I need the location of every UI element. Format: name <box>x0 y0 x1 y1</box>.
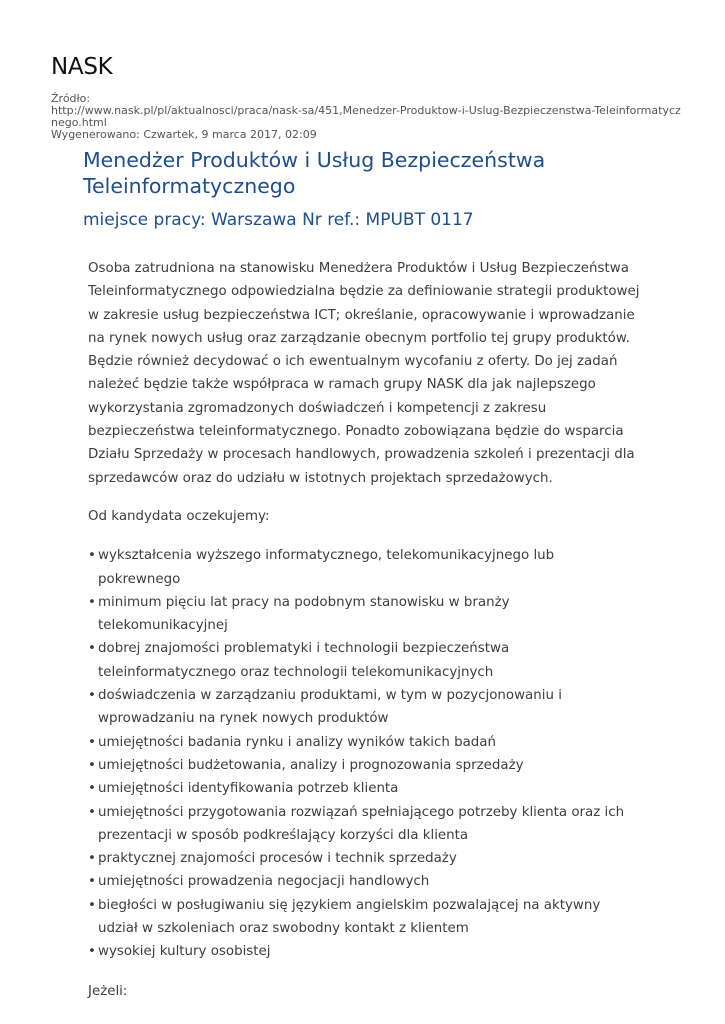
job-subtitle: miejsce pracy: Warszawa Nr ref.: MPUBT 0117 <box>83 210 474 230</box>
list-item <box>88 544 640 591</box>
requirement-text: umiejętności identyfikowania potrzeb klienta <box>98 781 399 797</box>
list-item <box>88 894 640 941</box>
bullet-icon: • <box>88 851 96 867</box>
bullet-icon: • <box>88 548 96 564</box>
requirement-text: praktycznej znajomości procesów i technik sprzedaży <box>98 851 457 867</box>
requirement-text: umiejętności prowadzenia negocjacji handlowych <box>98 874 430 890</box>
bullet-icon: • <box>88 757 96 773</box>
source-url: http://www.nask.pl/pl/aktualnosci/praca/nask-sa/451,Menedzer-Produktow-i-Uslug-Bezpieczenstwa-Teleinformatycznego.html <box>51 104 681 129</box>
if-heading: Jeżeli: <box>88 983 128 999</box>
bullet-icon: • <box>88 804 96 820</box>
job-title: Menedżer Produktów i Usług Bezpieczeństwa Teleinformatycznego <box>83 148 546 198</box>
bullet-icon: • <box>88 944 96 960</box>
requirement-text: dobrej znajomości problematyki i technologii bezpieczeństwa teleinformatycznego oraz technologii telekomunikacyjnych <box>98 641 510 680</box>
list-item <box>88 870 640 893</box>
expectations-heading: Od kandydata oczekujemy: <box>88 508 270 524</box>
list-item <box>88 591 640 638</box>
bullet-icon: • <box>88 641 96 657</box>
list-item <box>88 940 640 963</box>
list-item <box>88 754 640 777</box>
requirement-text: wysokiej kultury osobistej <box>98 944 271 960</box>
list-item <box>88 777 640 800</box>
requirement-text: biegłości w posługiwaniu się językiem angielskim pozwalającej na aktywny udział w szkoleniach oraz swobodny kontakt z klientem <box>98 897 601 937</box>
bullet-icon: • <box>88 594 96 610</box>
list-item <box>88 847 640 870</box>
list-item <box>88 801 640 848</box>
bullet-icon: • <box>88 874 96 890</box>
requirement-text: doświadczenia w zarządzaniu produktami, w tym w pozycjonowaniu i wprowadzaniu na rynek nowych produktów <box>98 688 562 727</box>
requirements-list <box>88 544 640 963</box>
job-description <box>88 257 640 1003</box>
site-name: NASK <box>51 54 113 80</box>
requirement-text: umiejętności badania rynku i analizy wyników takich badań <box>98 734 496 750</box>
requirement-text: wykształcenia wyższego informatycznego, telekomunikacyjnego lub pokrewnego <box>98 548 555 587</box>
requirement-text: umiejętności przygotowania rozwiązań spełniającego potrzeby klienta oraz ich prezentacji w sposób podkreślający korzyści dla klienta <box>98 804 625 843</box>
generated-date: Wygenerowano: Czwartek, 9 marca 2017, 02:09 <box>51 128 317 141</box>
requirement-text: umiejętności budżetowania, analizy i prognozowania sprzedaży <box>98 757 524 773</box>
bullet-icon: • <box>88 734 96 750</box>
bullet-icon: • <box>88 781 96 797</box>
source-label: Źródło: <box>51 92 91 105</box>
bullet-icon: • <box>88 688 96 704</box>
list-item <box>88 637 640 684</box>
intro-paragraph: Osoba zatrudniona na stanowisku Menedżera Produktów i Usług Bezpieczeństwa Teleinformatycznego odpowiedzialna będzie za definiowanie strategii produktowej w zakresie usług bezpieczeństwa ICT; określanie, opracowywanie i wprowadzanie na rynek nowych usług oraz zarządzanie obecnym portfolio tej grupy produktów. Będzie również decydować o ich ewentualnym wycofaniu z oferty. Do jej zadań należeć będzie także współpraca w ramach grupy NASK dla jak najlepszego wykorzystania zgromadzonych doświadczeń i kompetencji z zakresu bezpieczeństwa teleinformatycznego. Ponadto zobowiązana będzie do wsparcia Działu Sprzedaży w procesach handlowych, prowadzenia szkoleń i prezentacji dla sprzedawców oraz do udziału w istotnych projektach sprzedażowych. <box>88 261 640 486</box>
requirement-text: minimum pięciu lat pracy na podobnym stanowisku w branży telekomunikacyjnej <box>98 594 510 634</box>
document-meta <box>51 93 681 141</box>
bullet-icon: • <box>88 897 96 913</box>
list-item <box>88 731 640 754</box>
list-item <box>88 684 640 731</box>
